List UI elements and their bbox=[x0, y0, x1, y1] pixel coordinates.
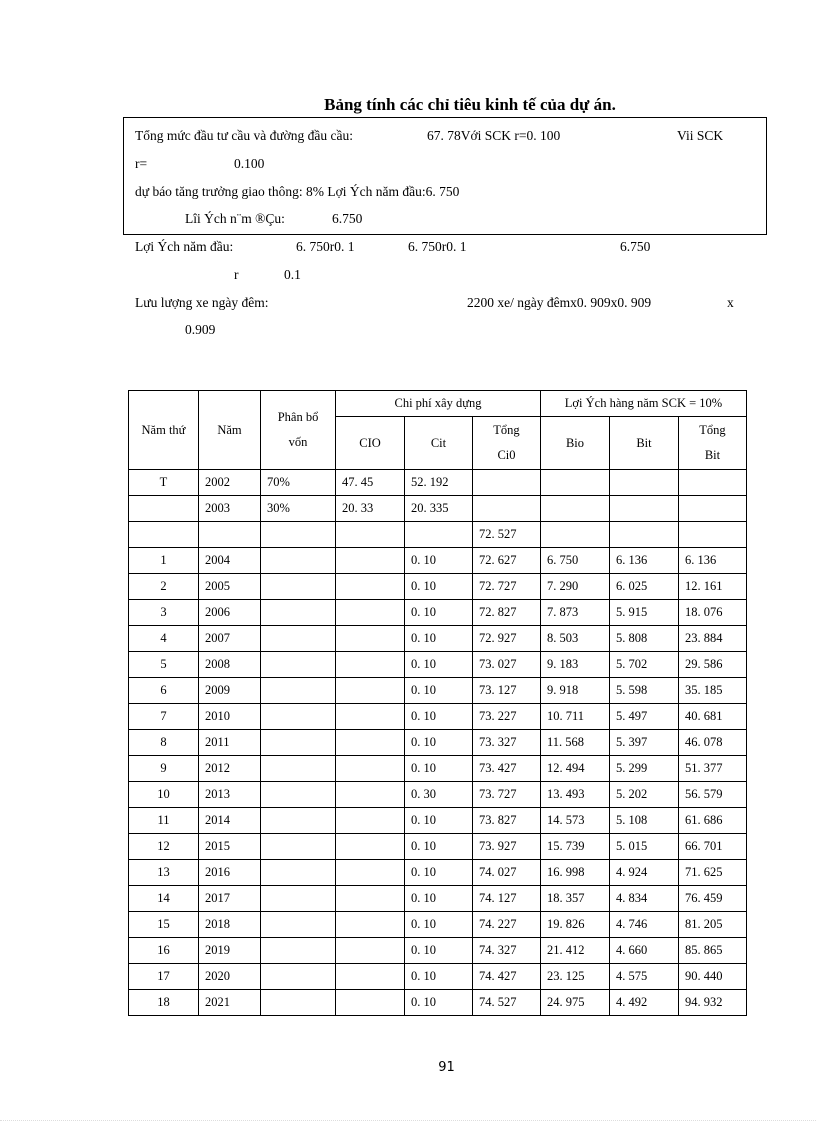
cell-bio: 9. 183 bbox=[541, 652, 610, 678]
header-bit: Bit bbox=[610, 417, 679, 470]
cell-cit: 0. 10 bbox=[405, 574, 473, 600]
cell-bio bbox=[541, 470, 610, 496]
cell-bit: 4. 660 bbox=[610, 938, 679, 964]
cell-total-bit: 40. 681 bbox=[679, 704, 747, 730]
cell-total-bit: 85. 865 bbox=[679, 938, 747, 964]
cell-year-number bbox=[129, 522, 199, 548]
cell-year-number: 17 bbox=[129, 964, 199, 990]
cell-total-ci0: 74. 527 bbox=[473, 990, 541, 1016]
cell-year-number: T bbox=[129, 470, 199, 496]
cell-allocation: 30% bbox=[261, 496, 336, 522]
cell-year: 2010 bbox=[199, 704, 261, 730]
cell-bio: 23. 125 bbox=[541, 964, 610, 990]
rate-value: 0.100 bbox=[234, 156, 265, 171]
header-total-ci0-line2: Ci0 bbox=[497, 448, 516, 462]
cell-bit: 5. 299 bbox=[610, 756, 679, 782]
cell-total-bit: 66. 701 bbox=[679, 834, 747, 860]
cell-cit: 0. 10 bbox=[405, 626, 473, 652]
header-cit: Cit bbox=[405, 417, 473, 470]
cell-cit: 0. 10 bbox=[405, 548, 473, 574]
table-row bbox=[129, 938, 747, 964]
cell-bio: 8. 503 bbox=[541, 626, 610, 652]
header-cio: CIO bbox=[336, 417, 405, 470]
cell-total-bit: 6. 136 bbox=[679, 548, 747, 574]
cell-cio: 20. 33 bbox=[336, 496, 405, 522]
cell-year: 2012 bbox=[199, 756, 261, 782]
cell-total-bit bbox=[679, 522, 747, 548]
cell-cio bbox=[336, 834, 405, 860]
r-label: r bbox=[234, 267, 239, 282]
first-year-benefit-value: 6.750 bbox=[332, 211, 363, 226]
cell-cit: 0. 10 bbox=[405, 756, 473, 782]
cell-cit bbox=[405, 522, 473, 548]
rate-label: r= bbox=[135, 156, 148, 171]
header-bio: Bio bbox=[541, 417, 610, 470]
header-year-number: Năm thứ bbox=[129, 391, 199, 470]
table-row bbox=[129, 496, 747, 522]
cell-year-number: 11 bbox=[129, 808, 199, 834]
cell-cit: 20. 335 bbox=[405, 496, 473, 522]
cell-bit: 4. 924 bbox=[610, 860, 679, 886]
cell-cit: 0. 10 bbox=[405, 990, 473, 1016]
cell-year: 2019 bbox=[199, 938, 261, 964]
cell-bit: 4. 492 bbox=[610, 990, 679, 1016]
cell-cit: 52. 192 bbox=[405, 470, 473, 496]
table-row bbox=[129, 678, 747, 704]
cell-total-bit: 23. 884 bbox=[679, 626, 747, 652]
cell-year: 2004 bbox=[199, 548, 261, 574]
page-title: Bảng tính các chỉ tiêu kinh tế của dự án. bbox=[324, 95, 616, 114]
cell-bio: 9. 918 bbox=[541, 678, 610, 704]
header-total-ci0 bbox=[473, 417, 541, 470]
cell-year: 2013 bbox=[199, 782, 261, 808]
cell-allocation bbox=[261, 964, 336, 990]
cell-year-number: 13 bbox=[129, 860, 199, 886]
cell-year bbox=[199, 522, 261, 548]
header-capital-allocation bbox=[261, 391, 336, 470]
cell-cio bbox=[336, 600, 405, 626]
header-capital-allocation-line1: Phân bổ bbox=[277, 410, 319, 424]
cell-cit: 0. 30 bbox=[405, 782, 473, 808]
cell-bit: 5. 808 bbox=[610, 626, 679, 652]
cell-year-number: 14 bbox=[129, 886, 199, 912]
cell-year-number: 15 bbox=[129, 912, 199, 938]
cell-total-bit: 76. 459 bbox=[679, 886, 747, 912]
cell-year-number: 8 bbox=[129, 730, 199, 756]
cell-year-number: 6 bbox=[129, 678, 199, 704]
cell-allocation bbox=[261, 886, 336, 912]
cell-total-ci0: 72. 927 bbox=[473, 626, 541, 652]
cell-year: 2002 bbox=[199, 470, 261, 496]
cell-year-number: 5 bbox=[129, 652, 199, 678]
cell-allocation bbox=[261, 730, 336, 756]
header-total-bit-line1: Tổng bbox=[699, 423, 726, 437]
cell-year: 2005 bbox=[199, 574, 261, 600]
table-row bbox=[129, 548, 747, 574]
cell-bit: 4. 746 bbox=[610, 912, 679, 938]
cell-year: 2018 bbox=[199, 912, 261, 938]
table-row bbox=[129, 886, 747, 912]
cell-bio bbox=[541, 522, 610, 548]
cell-cio bbox=[336, 938, 405, 964]
cell-total-ci0 bbox=[473, 470, 541, 496]
cell-total-ci0: 73. 227 bbox=[473, 704, 541, 730]
cell-total-bit: 81. 205 bbox=[679, 912, 747, 938]
cell-bio bbox=[541, 496, 610, 522]
cell-cit: 0. 10 bbox=[405, 886, 473, 912]
cell-year: 2008 bbox=[199, 652, 261, 678]
cell-total-bit bbox=[679, 470, 747, 496]
cell-bit: 4. 834 bbox=[610, 886, 679, 912]
table-row bbox=[129, 782, 747, 808]
cell-bit: 5. 497 bbox=[610, 704, 679, 730]
cell-cit: 0. 10 bbox=[405, 704, 473, 730]
cell-total-ci0: 73. 127 bbox=[473, 678, 541, 704]
cell-bio: 7. 873 bbox=[541, 600, 610, 626]
table-row bbox=[129, 522, 747, 548]
cell-allocation bbox=[261, 990, 336, 1016]
table-row bbox=[129, 860, 747, 886]
cell-bio: 13. 493 bbox=[541, 782, 610, 808]
cell-cio bbox=[336, 860, 405, 886]
cell-total-ci0: 72. 827 bbox=[473, 600, 541, 626]
cell-total-bit bbox=[679, 496, 747, 522]
cell-bio: 18. 357 bbox=[541, 886, 610, 912]
table-row bbox=[129, 730, 747, 756]
header-total-bit-line2: Bit bbox=[704, 448, 721, 462]
cell-year: 2017 bbox=[199, 886, 261, 912]
cell-total-ci0: 73. 827 bbox=[473, 808, 541, 834]
cell-bio: 11. 568 bbox=[541, 730, 610, 756]
cell-cit: 0. 10 bbox=[405, 938, 473, 964]
cell-total-ci0: 73. 727 bbox=[473, 782, 541, 808]
cell-year: 2007 bbox=[199, 626, 261, 652]
cell-allocation bbox=[261, 704, 336, 730]
cell-year-number: 18 bbox=[129, 990, 199, 1016]
cell-cit: 0. 10 bbox=[405, 834, 473, 860]
first-year-benefit-label: Lîi Ých n¨m ®Çu: bbox=[185, 211, 285, 226]
cell-year-number: 12 bbox=[129, 834, 199, 860]
cell-total-ci0: 74. 427 bbox=[473, 964, 541, 990]
header-capital-allocation-line2: vốn bbox=[288, 435, 308, 449]
table-row bbox=[129, 964, 747, 990]
cell-total-ci0: 74. 327 bbox=[473, 938, 541, 964]
cell-year-number: 9 bbox=[129, 756, 199, 782]
cell-cio bbox=[336, 522, 405, 548]
r-value: 0.1 bbox=[284, 267, 301, 282]
cell-cio bbox=[336, 652, 405, 678]
cell-total-ci0: 73. 327 bbox=[473, 730, 541, 756]
benefit-label: Lợi Ých năm đầu: bbox=[135, 239, 234, 254]
cell-year-number: 1 bbox=[129, 548, 199, 574]
cell-allocation bbox=[261, 938, 336, 964]
benefit-value-2: 6. 750r0. 1 bbox=[408, 239, 467, 254]
cell-allocation bbox=[261, 808, 336, 834]
cell-total-bit: 35. 185 bbox=[679, 678, 747, 704]
cell-bio: 14. 573 bbox=[541, 808, 610, 834]
cell-year-number: 7 bbox=[129, 704, 199, 730]
multiply-sign: x bbox=[727, 295, 734, 310]
cell-year-number: 3 bbox=[129, 600, 199, 626]
cell-total-bit: 46. 078 bbox=[679, 730, 747, 756]
cell-year-number bbox=[129, 496, 199, 522]
cell-cit: 0. 10 bbox=[405, 912, 473, 938]
cell-cit: 0. 10 bbox=[405, 964, 473, 990]
cell-allocation bbox=[261, 574, 336, 600]
table-row bbox=[129, 990, 747, 1016]
table-row bbox=[129, 912, 747, 938]
cell-total-bit: 29. 586 bbox=[679, 652, 747, 678]
cell-total-ci0 bbox=[473, 496, 541, 522]
cell-bit: 5. 202 bbox=[610, 782, 679, 808]
cell-allocation bbox=[261, 652, 336, 678]
table-row bbox=[129, 704, 747, 730]
economic-indicators-table bbox=[128, 390, 747, 1016]
cell-bio: 10. 711 bbox=[541, 704, 610, 730]
cell-year-number: 4 bbox=[129, 626, 199, 652]
cell-cio bbox=[336, 756, 405, 782]
header-year: Năm bbox=[199, 391, 261, 470]
benefit-value-3: 6.750 bbox=[620, 239, 651, 254]
traffic-volume-value: 2200 xe/ ngày đêmx0. 909x0. 909 bbox=[467, 295, 652, 310]
cell-bio: 7. 290 bbox=[541, 574, 610, 600]
cell-allocation bbox=[261, 860, 336, 886]
table-body bbox=[129, 470, 747, 1016]
cell-bit bbox=[610, 470, 679, 496]
table-row bbox=[129, 626, 747, 652]
cell-bio: 21. 412 bbox=[541, 938, 610, 964]
cell-allocation bbox=[261, 912, 336, 938]
cell-total-ci0: 72. 627 bbox=[473, 548, 541, 574]
cell-year: 2015 bbox=[199, 834, 261, 860]
sck-label-right: Vii SCK bbox=[677, 128, 724, 143]
cell-cio bbox=[336, 782, 405, 808]
cell-year: 2020 bbox=[199, 964, 261, 990]
factor-value: 0.909 bbox=[185, 322, 216, 337]
cell-year-number: 2 bbox=[129, 574, 199, 600]
cell-total-ci0: 74. 127 bbox=[473, 886, 541, 912]
cell-bio: 19. 826 bbox=[541, 912, 610, 938]
table-row bbox=[129, 574, 747, 600]
cell-bit: 6. 136 bbox=[610, 548, 679, 574]
cell-bit: 5. 915 bbox=[610, 600, 679, 626]
cell-cio: 47. 45 bbox=[336, 470, 405, 496]
cell-total-bit: 18. 076 bbox=[679, 600, 747, 626]
table-row bbox=[129, 756, 747, 782]
cell-total-bit: 71. 625 bbox=[679, 860, 747, 886]
cell-bio: 16. 998 bbox=[541, 860, 610, 886]
cell-bio: 6. 750 bbox=[541, 548, 610, 574]
footer-divider bbox=[0, 1120, 816, 1121]
cell-allocation bbox=[261, 522, 336, 548]
table-row bbox=[129, 470, 747, 496]
cell-bit: 5. 702 bbox=[610, 652, 679, 678]
cell-bit: 4. 575 bbox=[610, 964, 679, 990]
cell-bio: 12. 494 bbox=[541, 756, 610, 782]
header-total-bit bbox=[679, 417, 747, 470]
traffic-growth-text: dự báo tăng trưởng giao thông: 8% Lợi Ých năm đầu:6. 750 bbox=[135, 184, 460, 199]
cell-allocation bbox=[261, 756, 336, 782]
cell-total-bit: 61. 686 bbox=[679, 808, 747, 834]
cell-year: 2021 bbox=[199, 990, 261, 1016]
cell-year: 2014 bbox=[199, 808, 261, 834]
cell-allocation: 70% bbox=[261, 470, 336, 496]
cell-cio bbox=[336, 730, 405, 756]
cell-total-ci0: 72. 727 bbox=[473, 574, 541, 600]
table-row bbox=[129, 808, 747, 834]
cell-bit: 6. 025 bbox=[610, 574, 679, 600]
cell-bit: 5. 397 bbox=[610, 730, 679, 756]
cell-allocation bbox=[261, 678, 336, 704]
cell-bit bbox=[610, 522, 679, 548]
cell-cio bbox=[336, 990, 405, 1016]
cell-total-bit: 12. 161 bbox=[679, 574, 747, 600]
cell-allocation bbox=[261, 626, 336, 652]
cell-cit: 0. 10 bbox=[405, 678, 473, 704]
cell-year: 2016 bbox=[199, 860, 261, 886]
cell-total-bit: 51. 377 bbox=[679, 756, 747, 782]
cell-total-ci0: 74. 027 bbox=[473, 860, 541, 886]
cell-year-number: 10 bbox=[129, 782, 199, 808]
cell-cio bbox=[336, 886, 405, 912]
cell-year: 2003 bbox=[199, 496, 261, 522]
header-total-ci0-line1: Tổng bbox=[493, 423, 520, 437]
traffic-volume-label: Lưu lượng xe ngày đêm: bbox=[135, 295, 269, 310]
cell-allocation bbox=[261, 782, 336, 808]
cell-bio: 15. 739 bbox=[541, 834, 610, 860]
cell-total-ci0: 73. 027 bbox=[473, 652, 541, 678]
cell-bio: 24. 975 bbox=[541, 990, 610, 1016]
cell-allocation bbox=[261, 834, 336, 860]
cell-total-ci0: 73. 927 bbox=[473, 834, 541, 860]
cell-year: 2011 bbox=[199, 730, 261, 756]
cell-cit: 0. 10 bbox=[405, 730, 473, 756]
cell-cio bbox=[336, 626, 405, 652]
cell-allocation bbox=[261, 548, 336, 574]
cell-total-bit: 90. 440 bbox=[679, 964, 747, 990]
cell-total-ci0: 72. 527 bbox=[473, 522, 541, 548]
cell-cit: 0. 10 bbox=[405, 600, 473, 626]
cell-cio bbox=[336, 574, 405, 600]
cell-total-bit: 56. 579 bbox=[679, 782, 747, 808]
cell-cio bbox=[336, 704, 405, 730]
total-investment-value: 67. 78Với SCK r=0. 100 bbox=[427, 128, 561, 143]
total-investment-label: Tổng mức đầu tư cầu và đường đầu cầu: bbox=[135, 128, 354, 143]
cell-cio bbox=[336, 678, 405, 704]
header-construction-cost: Chi phí xây dựng bbox=[336, 391, 541, 417]
cell-cit: 0. 10 bbox=[405, 808, 473, 834]
cell-allocation bbox=[261, 600, 336, 626]
cell-total-ci0: 74. 227 bbox=[473, 912, 541, 938]
cell-total-bit: 94. 932 bbox=[679, 990, 747, 1016]
cell-cio bbox=[336, 912, 405, 938]
cell-cio bbox=[336, 964, 405, 990]
table-row bbox=[129, 834, 747, 860]
header-annual-benefit: Lợi Ých hàng năm SCK = 10% bbox=[541, 391, 747, 417]
cell-year-number: 16 bbox=[129, 938, 199, 964]
cell-bit: 5. 015 bbox=[610, 834, 679, 860]
cell-cio bbox=[336, 548, 405, 574]
benefit-value-1: 6. 750r0. 1 bbox=[296, 239, 355, 254]
page-number: 91 bbox=[438, 1060, 455, 1075]
table-row bbox=[129, 600, 747, 626]
cell-bit: 5. 108 bbox=[610, 808, 679, 834]
cell-year: 2009 bbox=[199, 678, 261, 704]
cell-cio bbox=[336, 808, 405, 834]
table-row bbox=[129, 652, 747, 678]
cell-total-ci0: 73. 427 bbox=[473, 756, 541, 782]
cell-bit: 5. 598 bbox=[610, 678, 679, 704]
cell-year: 2006 bbox=[199, 600, 261, 626]
cell-cit: 0. 10 bbox=[405, 652, 473, 678]
cell-bit bbox=[610, 496, 679, 522]
cell-cit: 0. 10 bbox=[405, 860, 473, 886]
